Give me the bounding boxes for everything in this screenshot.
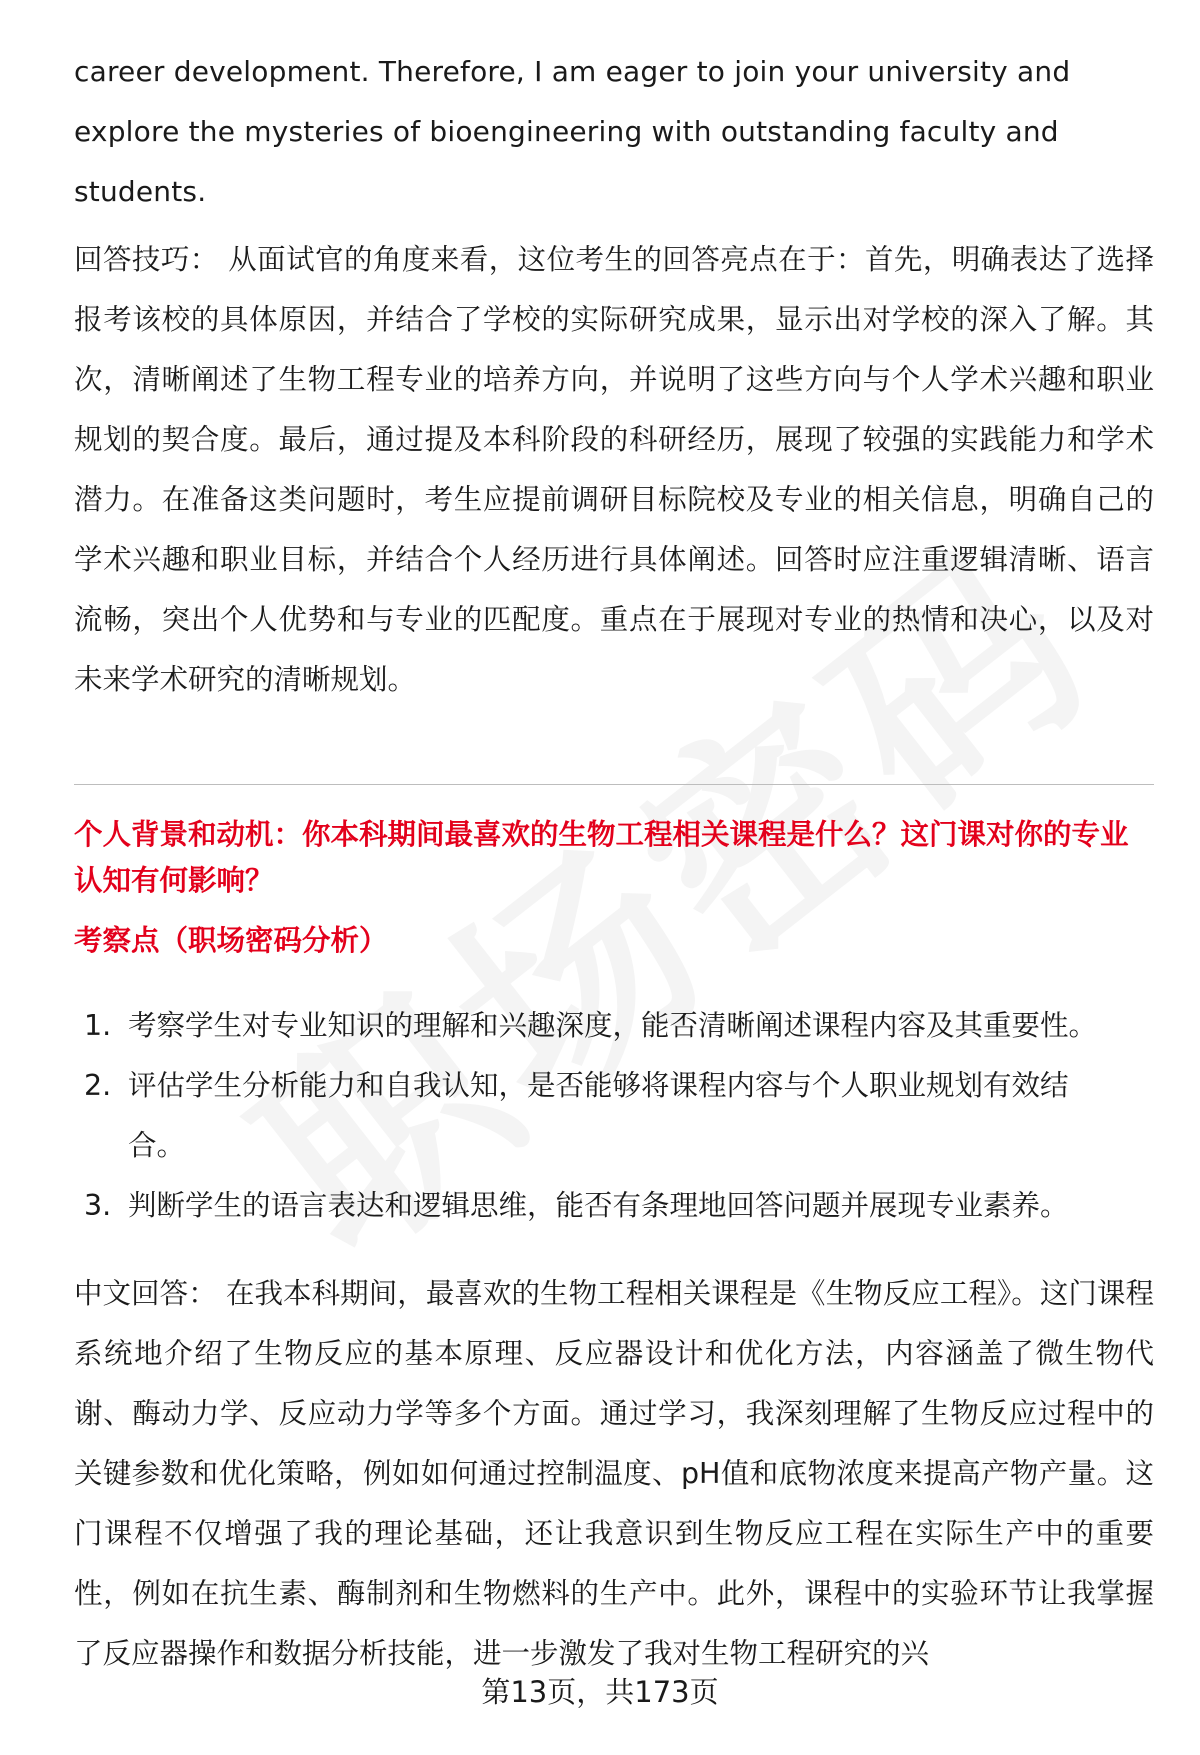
answer-text: 在我本科期间，最喜欢的生物工程相关课程是《生物反应工程》。这门课程系统地介绍了生物反应的基本原理、反应器设计和优化方法，内容涵盖了微生物代谢、酶动力学、反应动力学等多个方面。通过学习，我深刻理解了生物反应过程中的关键参数和优化策略，例如如何通过控制温度、pH值和底物浓度来提高产物产量。这门课程不仅增强了我的理论基础，还让我意识到生物反应工程在实际生产中的重要性，例如在抗生素、酶制剂和生物燃料的生产中。此外，课程中的实验环节让我掌握了反应器操作和数据分析技能，进一步激发了我对生物工程研究的兴 (74, 1277, 1154, 1670)
english-answer-block (74, 42, 1154, 222)
answer-label: 中文回答： (74, 1277, 217, 1310)
tips-label: 回答技巧： (74, 243, 219, 276)
list-item (74, 1056, 1154, 1176)
list-item-number: 3. (84, 1189, 112, 1222)
tips-paragraph (74, 230, 1154, 710)
list-item-text: 评估学生分析能力和自我认知，是否能够将课程内容与个人职业规划有效结合。 (128, 1069, 1069, 1162)
question-title: 个人背景和动机：你本科期间最喜欢的生物工程相关课程是什么？这门课对你的专业认知有何影响？ (74, 818, 1129, 897)
question-block (74, 812, 1154, 964)
chinese-answer-block (74, 1264, 1154, 1684)
assessment-list (74, 996, 1154, 1236)
list-item-number: 2. (84, 1069, 112, 1102)
list-item-number: 1. (84, 1009, 112, 1042)
tips-block (74, 230, 1154, 710)
tips-text: 从面试官的角度来看，这位考生的回答亮点在于：首先，明确表达了选择报考该校的具体原因，并结合了学校的实际研究成果，显示出对学校的深入了解。其次，清晰阐述了生物工程专业的培养方向，并说明了这些方向与个人学术兴趣和职业规划的契合度。最后，通过提及本科阶段的科研经历，展现了较强的实践能力和学术潜力。在准备这类问题时，考生应提前调研目标院校及专业的相关信息，明确自己的学术兴趣和职业目标，并结合个人经历进行具体阐述。回答时应注重逻辑清晰、语言流畅，突出个人优势和与专业的匹配度。重点在于展现对专业的热情和决心，以及对未来学术研究的清晰规划。 (74, 243, 1154, 696)
section-divider (74, 784, 1154, 785)
assessment-subtitle: 考察点（职场密码分析） (74, 924, 388, 957)
chinese-answer-paragraph (74, 1264, 1154, 1684)
english-answer-paragraph: career development. Therefore, I am eager to join your university and explore the mysteries of bioengineering with outstanding faculty and students. (74, 55, 1071, 208)
assessment-points (74, 996, 1154, 1236)
list-item-text: 考察学生对专业知识的理解和兴趣深度，能否清晰阐述课程内容及其重要性。 (128, 1009, 1098, 1042)
list-item (74, 996, 1154, 1056)
page-number: 第13页，共173页 (481, 1675, 719, 1709)
list-item-text: 判断学生的语言表达和逻辑思维，能否有条理地回答问题并展现专业素养。 (128, 1189, 1069, 1222)
list-item (74, 1176, 1154, 1236)
